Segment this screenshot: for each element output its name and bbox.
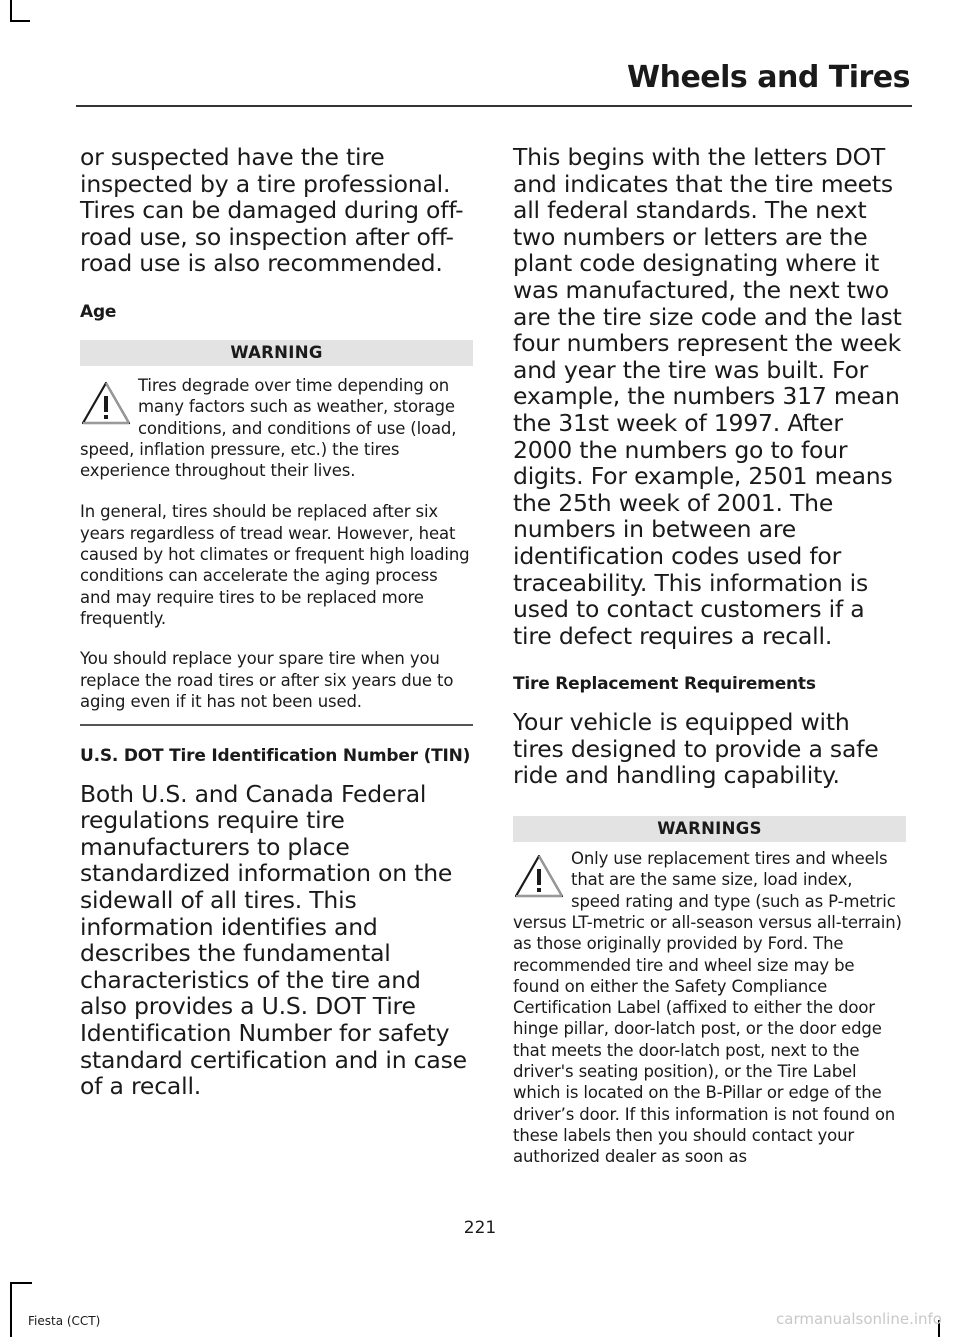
warnings-label: WARNINGS (513, 816, 906, 842)
warnings-text: Only use replacement tires and wheels that are the same size, load index, speed rating and type (such as P-metric versus LT-metric or all-season versus all-terrain) as those originally provided by Ford. The recommended tire and wheel size may be found on either the Safety Compliance Certification Label (affixed to either the door hinge pillar, door-latch post, or the door edge that meets the door-latch post, next to the driver's seating position), or the Tire Label which is located on the B-Pillar or edge of the driver’s door. If this information is not found on these labels then you should contact your authorized dealer as soon as (513, 849, 902, 1167)
spare-tire-paragraph: You should replace your spare tire when you replace the road tires or after six years due to aging even if it has not been used. (80, 649, 454, 711)
tin-heading: U.S. DOT Tire Identification Number (TIN) (80, 745, 471, 766)
page-number: 221 (463, 1218, 497, 1238)
age-heading: Age (80, 301, 117, 322)
warning-triangle-icon (513, 852, 565, 902)
replacement-heading: Tire Replacement Requirements (513, 674, 816, 695)
warning-triangle-icon (80, 379, 132, 429)
replacement-age-paragraph: In general, tires should be replaced after six years regardless of tread wear. However, heat caused by hot climates or frequent high loading conditions can accelerate the aging process and may require tires to be replaced more frequently. (80, 502, 470, 628)
intro-paragraph: or suspected have the tire inspected by a tire professional. Tires can be damaged during off-road use, so inspection after off-road use is also recommended. (80, 143, 464, 278)
warning-label: WARNING (80, 340, 473, 366)
footer-watermark: carmanualsonline.info (776, 1310, 942, 1328)
crop-mark (10, 1282, 12, 1337)
replacement-paragraph: Your vehicle is equipped with tires designed to provide a safe ride and handling capability. (513, 708, 879, 790)
section-divider (80, 724, 473, 726)
tin-paragraph: Both U.S. and Canada Federal regulations require tire manufacturers to place standardized information on the sidewall of all tires. This information identifies and describes the fundamental characteristics of the tire and also provides a U.S. DOT Tire Identification Number for safety standard certification and in case of a recall. (80, 779, 467, 1101)
crop-mark (10, 1282, 32, 1284)
crop-mark (10, 0, 12, 20)
age-warning-box (80, 340, 473, 481)
replacement-warnings-box (513, 816, 906, 1167)
warning-text: Tires degrade over time depending on many factors such as weather, storage conditions, and conditions of use (load, speed, inflation pressure, etc.) the tires experience throughout their lives. (80, 375, 457, 481)
right-column (513, 144, 906, 1168)
left-column (80, 144, 473, 1100)
footer-model: Fiesta (CCT) (28, 1314, 101, 1328)
dot-code-paragraph: This begins with the letters DOT and indicates that the tire meets all federal standards. The next two numbers or letters are the plant code designating where it was manufactured, the next two are the tire size code and the last four numbers represent the week and year the tire was built. For example, the numbers 317 mean the 31st week of 1997. After 2000 the numbers go to four digits. For example, 2501 means the 25th week of 2001. The numbers in between are identification codes used for traceability. This information is used to contact customers if a tire defect requires a recall. (513, 143, 902, 650)
crop-mark (10, 20, 30, 22)
page-header-title: Wheels and Tires (627, 60, 910, 95)
header-divider (76, 105, 912, 107)
